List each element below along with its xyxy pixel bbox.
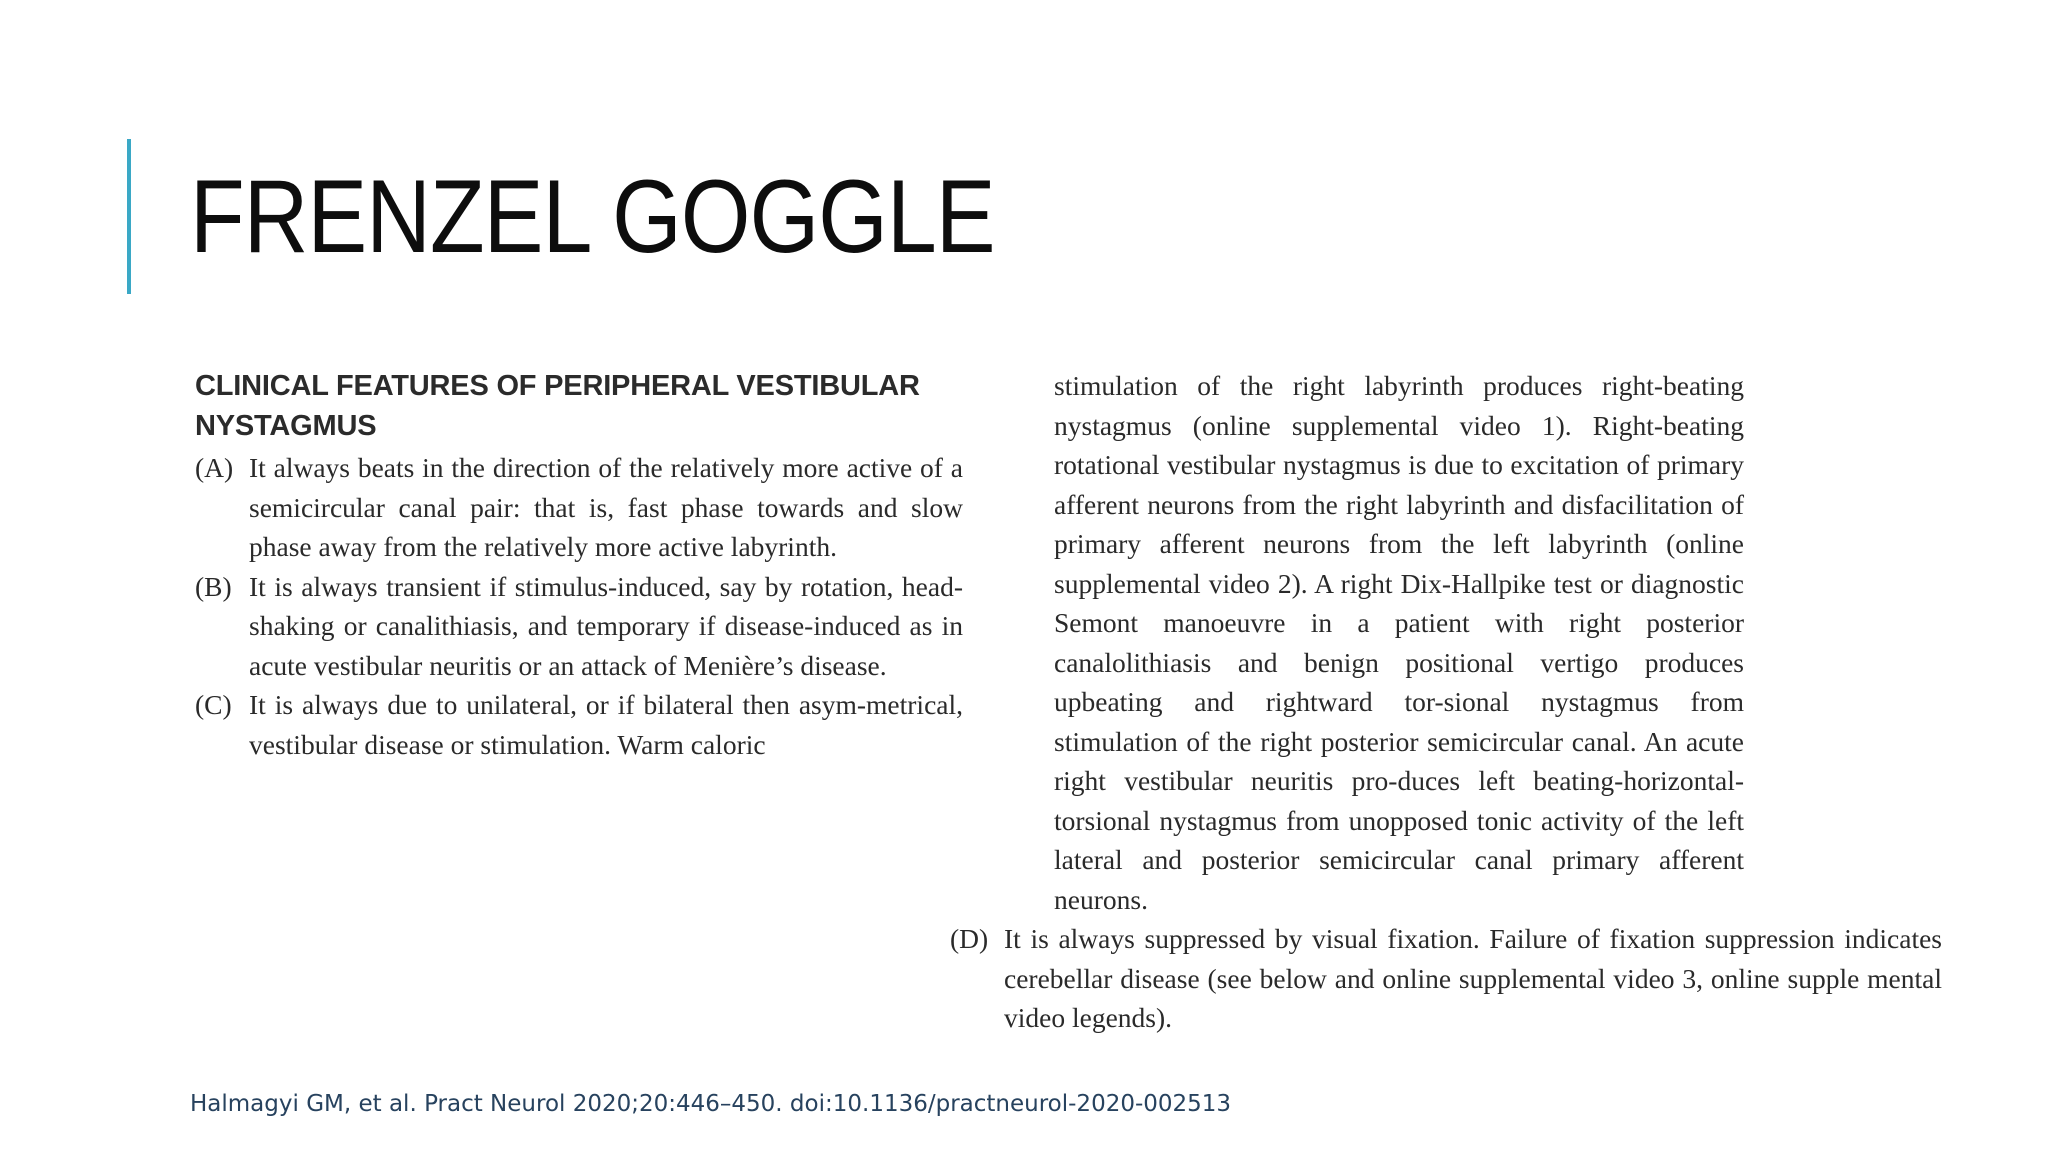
list-item-text: It always beats in the direction of the relatively more active of a semicircular canal pair: that is, fast phase towards and slow phase away from the relatively more active labyrinth. — [249, 452, 963, 562]
list-item-text: It is always transient if stimulus-induced, say by rotation, head-shaking or canalithiasis, and temporary if disease-induced as in acute vestibular neuritis or an attack of Menière’s disease. — [249, 570, 963, 681]
title-accent-bar — [127, 139, 131, 294]
slide-title: FRENZEL GOGGLE — [190, 159, 995, 275]
list-item-a — [195, 448, 963, 567]
list-item-c-continuation: stimulation of the right labyrinth produces right-beating nystagmus (online supplemental video 1). Right-beating rotational vestibular nystagmus is due to excitation of primary afferent neurons from the right labyrinth and disfacilitation of primary afferent neurons from the left labyrinth (online supplemental video 2). A right Dix-Hallpike test or diagnostic Semont manoeuvre in a patient with right posterior canalolithiasis and benign positional vertigo produces upbeating and rightward tor-sional nystagmus from stimulation of the right posterior semicircular canal. An acute right vestibular neuritis pro-duces left beating-horizontal-torsional nystagmus from unopposed tonic activity of the left lateral and posterior semicircular canal primary afferent neurons. — [1054, 370, 1744, 915]
list-item-text: It is always suppressed by visual fixation. Failure of fixation suppression indicates cerebellar disease (see below and online supplemental video 3, online supple mental video legends). — [1004, 923, 1942, 1033]
list-item-d — [950, 919, 1942, 1038]
list-item-label: (C) — [195, 689, 232, 720]
citation: Halmagyi GM, et al. Pract Neurol 2020;20:446–450. doi:10.1136/practneurol-2020-002513 — [190, 1091, 1232, 1117]
list-item-text: It is always due to unilateral, or if bilateral then asym-metrical, vestibular disease or stimulation. Warm caloric — [249, 689, 963, 760]
list-item-b — [195, 567, 963, 686]
article-right-column — [950, 366, 1942, 1038]
list-item-label: (D) — [950, 923, 989, 954]
article-heading: CLINICAL FEATURES OF PERIPHERAL VESTIBULAR NYSTAGMUS — [195, 370, 920, 442]
list-item-c — [195, 685, 963, 764]
list-item-label: (A) — [195, 452, 234, 483]
article-left-column — [195, 366, 963, 764]
list-item-label: (B) — [195, 570, 232, 602]
article-excerpt-image — [195, 366, 1942, 1056]
